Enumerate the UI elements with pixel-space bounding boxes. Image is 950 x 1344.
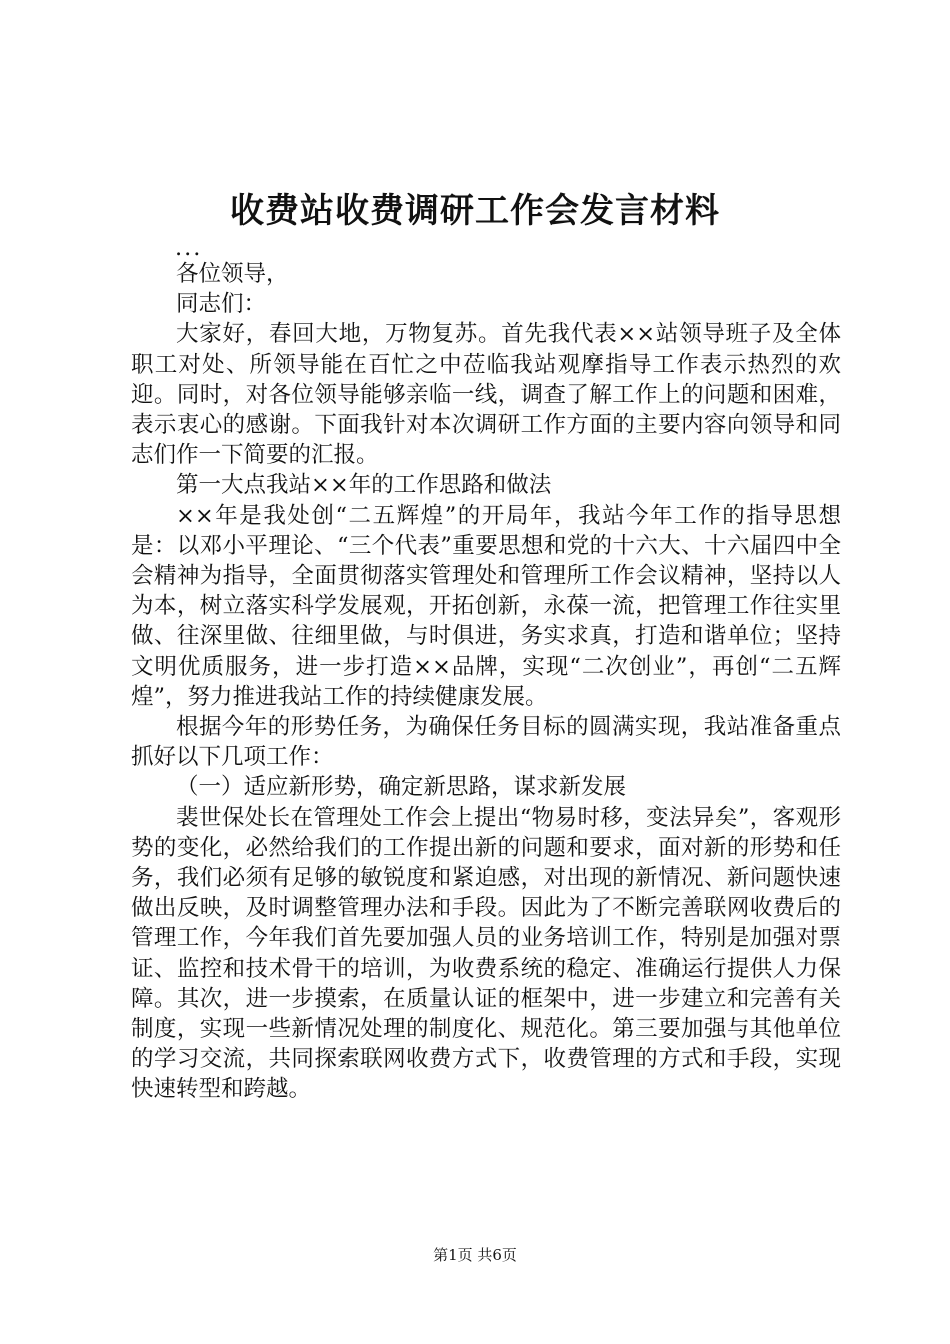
document-body xyxy=(131,235,841,1105)
page-footer: 第1页 共6页 xyxy=(433,1246,517,1264)
greeting-leaders: 各位领导， xyxy=(176,261,289,287)
greeting-comrades: 同志们： xyxy=(176,291,267,318)
paragraph-guiding-thought: ××年是我处创“二五辉煌”的开局年，我站今年工作的指导思想是：以邓小平理论、“三个代表”重要思想和党的十六大、十六届四中全会精神为指导，全面贯彻落实管理处和管理所工作会议精神，坚持以人为本，树立落实科学发展观，开拓创新，永葆一流，把管理工作往实里做、往深里做、往细里做，与时俱进，务实求真，打造和谐单位；坚持文明优质服务，进一步打造××品牌，实现“二次创业”，再创“二五辉煌”，努力推进我站工作的持续健康发展。 xyxy=(131,502,841,710)
document-title: 收费站收费调研工作会发言材料 xyxy=(230,191,720,231)
section-heading-1: 第一大点我站××年的工作思路和做法 xyxy=(176,472,552,499)
paragraph-tasks-intro: 根据今年的形势任务，为确保任务目标的圆满实现，我站准备重点抓好以下几项工作： xyxy=(131,714,841,771)
paragraph-new-situation: 裴世保处长在管理处工作会上提出“物易时移，变法异矣”，客观形势的变化，必然给我们的工作提出新的问题和要求，面对新的形势和任务，我们必须有足够的敏锐度和紧迫感，对出现的新情况、新问题快速做出反映，及时调整管理办法和手段。因此为了不断完善联网收费后的管理工作，今年我们首先要加强人员的业务培训工作，特别是加强对票证、监控和技术骨干的培训，为收费系统的稳定、准确运行提供人力保障。其次，进一步摸索，在质量认证的框架中，进一步建立和完善有关制度，实现一些新情况处理的制度化、规范化。第三要加强与其他单位的学习交流，共同探索联网收费方式下，收费管理的方式和手段，实现快速转型和跨越。 xyxy=(131,804,841,1103)
subsection-heading-1: （一）适应新形势，确定新思路，谋求新发展 xyxy=(176,774,627,801)
paragraph-opening: 大家好，春回大地，万物复苏。首先我代表××站领导班子及全体职工对处、所领导能在百忙之中莅临我站观摩指导工作表示热烈的欢迎。同时，对各位领导能够亲临一线，调查了解工作上的问题和困难，表示衷心的感谢。下面我针对本次调研工作方面的主要内容向领导和同志们作一下简要的汇报。 xyxy=(131,321,841,469)
ellipsis-marker: ... xyxy=(175,235,203,261)
